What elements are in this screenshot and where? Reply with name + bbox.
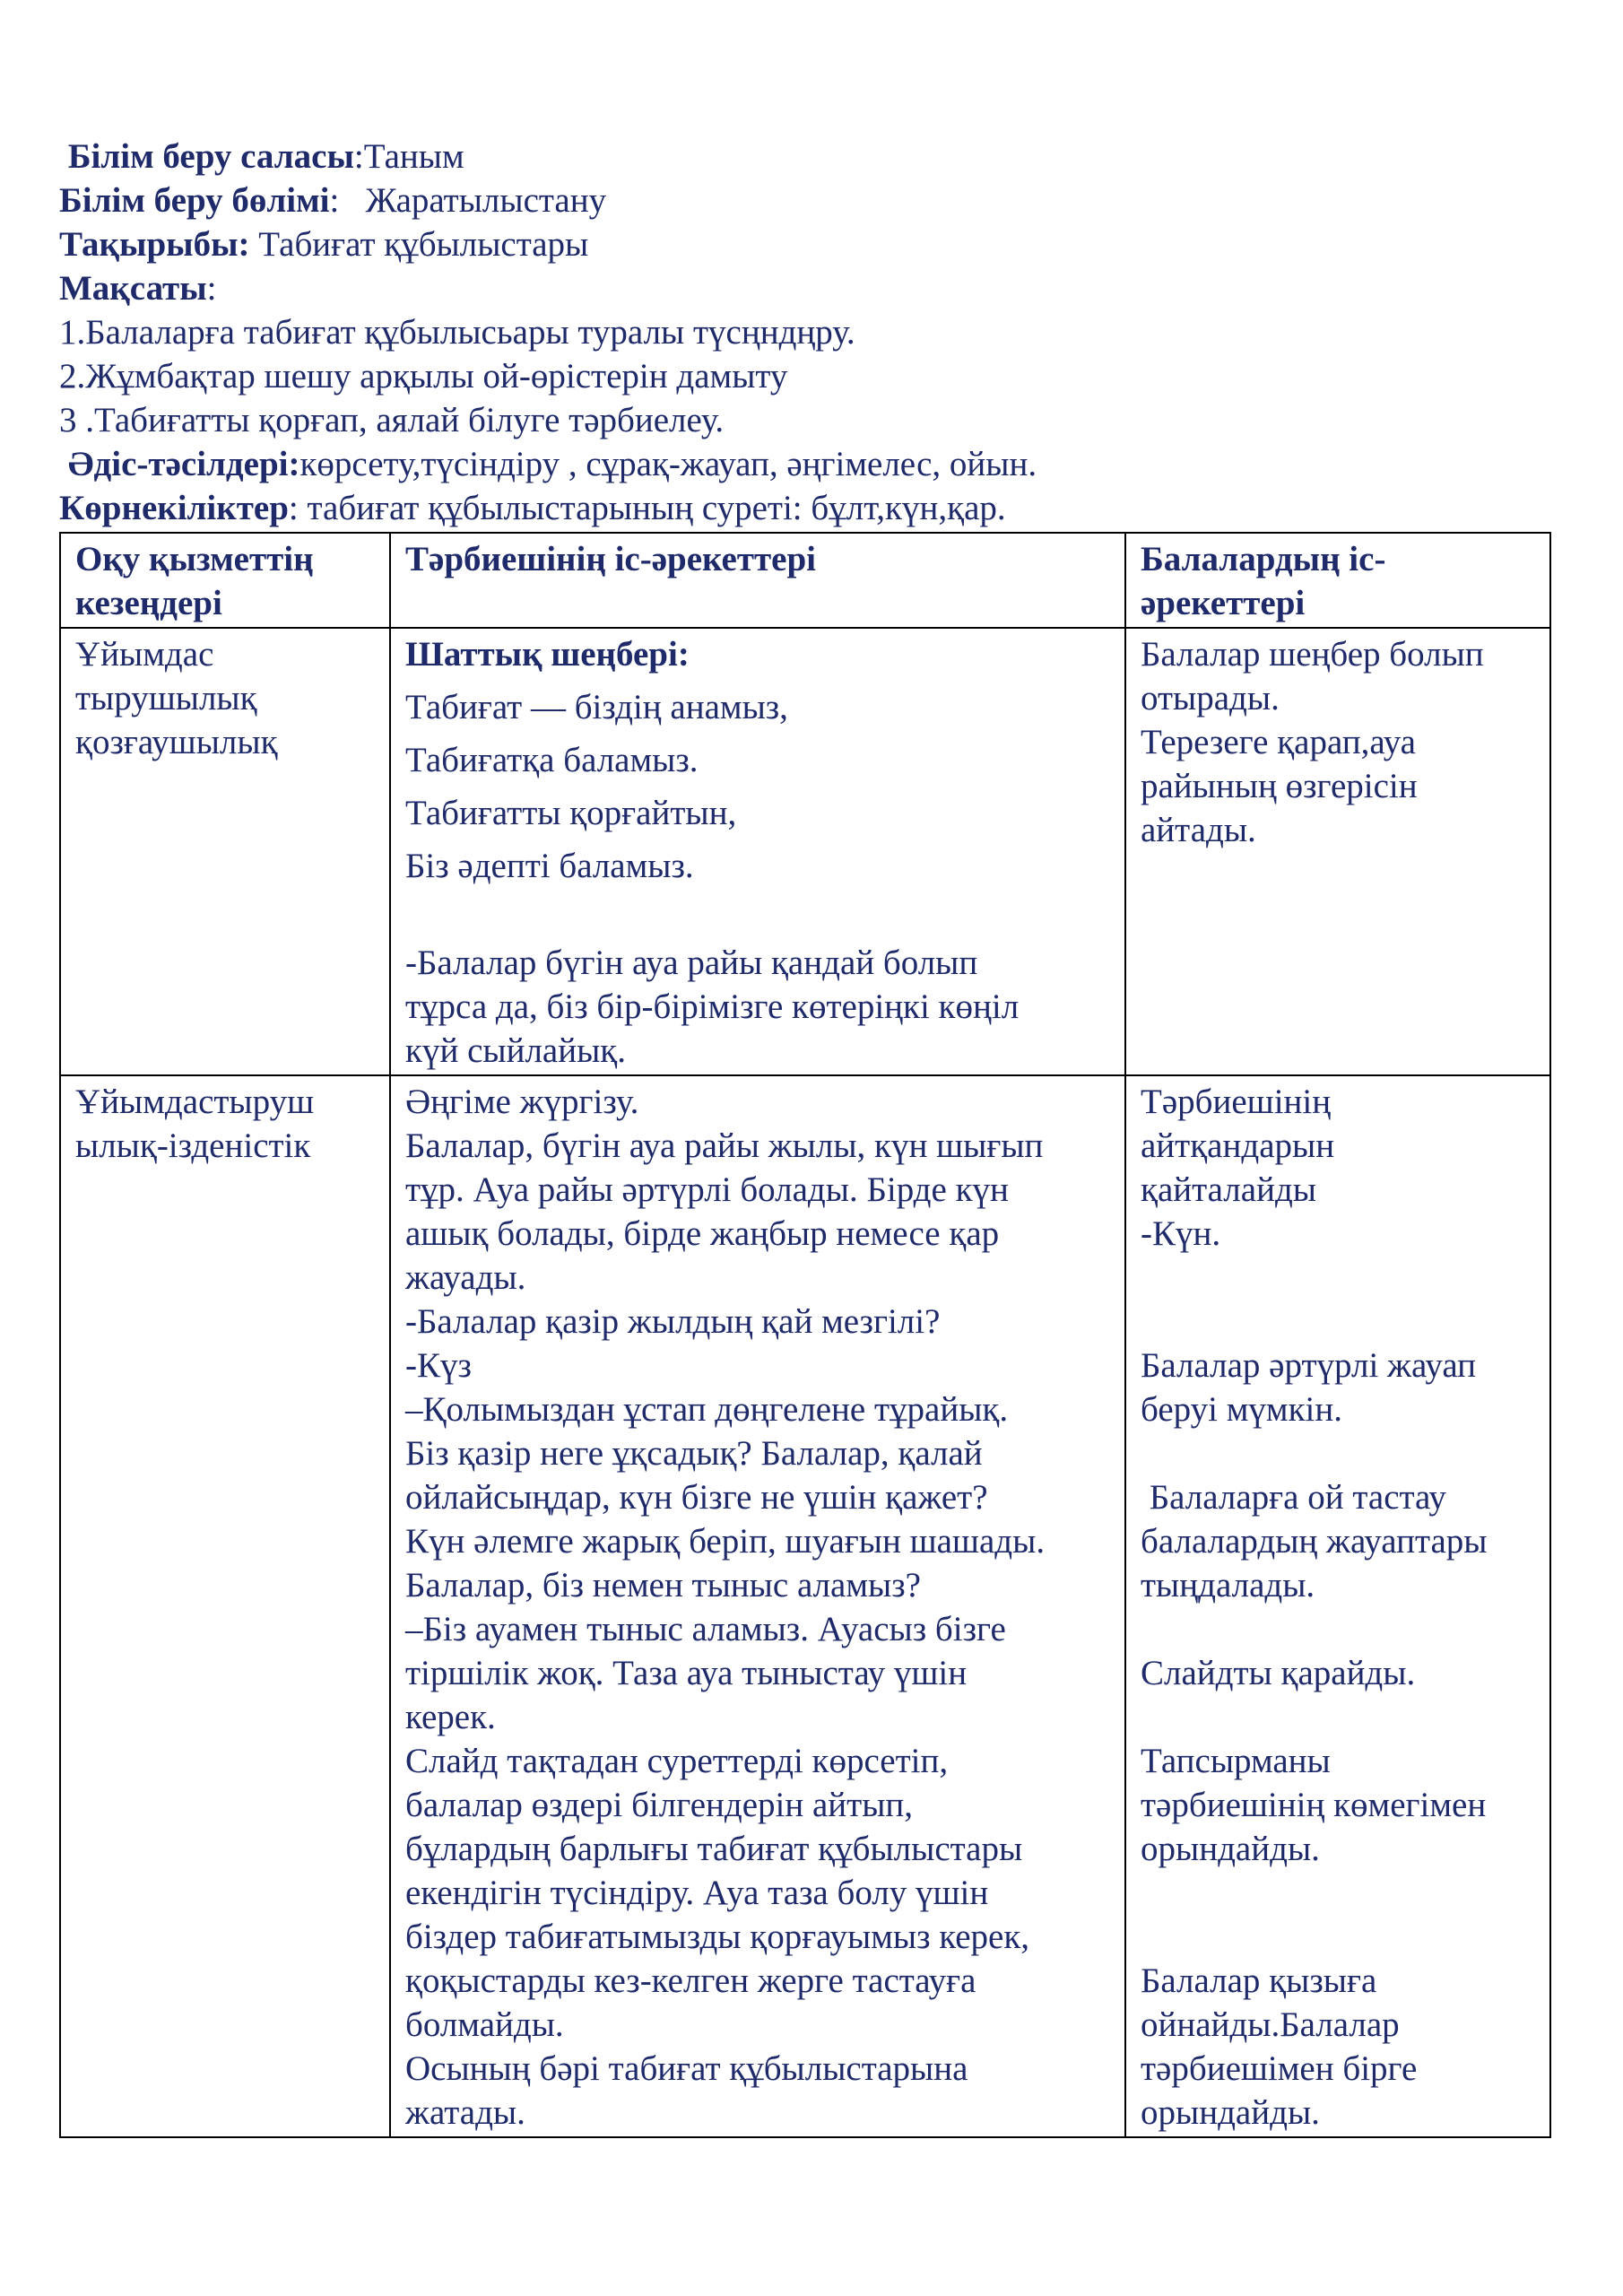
table-header-row: [60, 533, 1550, 628]
children-actions-cell: Тәрбиешінің айтқандарын қайталайды -Күн. Балалар әртүрлі жауап беруі мүмкін. Балаларға ой тастау балалардың жауаптары тыңдалады. Слайдты қарайды. Тапсырманы тәрбиешінің көмегімен орындайды. Балалар қызыға ойнайды.Балалар тәрбиешімен бірге орындайды.: [1125, 1075, 1550, 2137]
education-area-label: Білім беру саласы: [67, 137, 354, 176]
goal-item: 3 .Табиғатты қорғап, аялай білуге тәрбиелеу.: [59, 401, 725, 439]
education-area-value: Таным: [363, 137, 464, 176]
visuals-line: [59, 486, 1549, 530]
topic-label: Тақырыбы:: [59, 225, 250, 264]
visuals-value: : табиғат құбылыстарының суреті: бұлт,күн,қар.: [288, 489, 1006, 527]
document-page: [59, 135, 1549, 2138]
education-section-label: Білім беру бөлімі: [59, 181, 330, 220]
education-area-line: Білім беру саласы:Таным: [67, 137, 464, 176]
teacher-actions-cell: Шаттық шеңбері: Табиғат — біздің анамыз, Табиғатқа баламыз. Табиғатты қорғайтын, Біз әдепті баламыз. -Балалар бүгін ауа райы қандай болып тұрса да, біз бір-бірімізге көтеріңкі көңіл күй сыйлайық.: [390, 628, 1125, 1075]
stage-cell: Ұйымдастыруш ылық-ізденістік: [60, 1075, 390, 2137]
goal-item: 1.Балаларға табиғат құбылысьары туралы түсңндңру.: [59, 313, 855, 352]
topic-line: [59, 222, 1549, 266]
visuals-label: Көрнекіліктер: [59, 489, 289, 527]
poem: Табиғат — біздің анамыз, Табиғатқа баламыз. Табиғатты қорғайтын, Біз әдепті баламыз.: [405, 688, 788, 885]
teacher-actions-cell: Әңгіме жүргізу. Балалар, бүгін ауа райы жылы, күн шығып тұр. Ауа райы әртүрлі болады. Бірде күн ашық болады, бірде жаңбыр немесе қар жауады. -Балалар қазір жылдың қай мезгілі? -Күз –Қолымыздан ұстап дөңгелене тұрайық. Біз қазір неге ұқсадық? Балалар, қалай ойлайсыңдар, күн бізге не үшін қажет? Күн әлемге жарық беріп, шуағын шашады. Балалар, біз немен тыныс аламыз? –Біз ауамен тыныс аламыз. Ауасыз бізге тіршілік жоқ. Таза ауа тыныстау үшін керек. Слайд тақтадан суреттерді көрсетіп, балалар өздері білгендерін айтып, бұлардың барлығы табиғат құбылыстары екендігін түсіндіру. Ауа таза болу үшін біздер табиғатымызды қорғауымыз керек, қоқыстарды кез-келген жерге тастауға болмайды. Осының бәрі табиғат құбылыстарына жатады.: [390, 1075, 1125, 2137]
goals-label: Мақсаты: [59, 269, 207, 308]
header-children: Балалардың іс- әрекеттері: [1125, 533, 1550, 628]
header-teacher: Тәрбиешінің іс-әрекеттері: [390, 533, 1125, 628]
table-row: [60, 628, 1550, 1075]
methods-value: көрсету,түсіндіру , сұрақ-жауап, әңгімелес, ойын.: [299, 445, 1037, 483]
lesson-plan-table: [59, 532, 1551, 2138]
stage-cell: Ұйымдас тырушылық қозғаушылық: [60, 628, 390, 1075]
circle-title: Шаттық шеңбері:: [405, 635, 690, 674]
header-stage: Оқу қызметтің кезеңдері: [60, 533, 390, 628]
education-section-value: Жаратылыстану: [365, 181, 607, 220]
goal-item: 2.Жұмбақтар шешу арқылы ой-өрістерін дамыту: [59, 357, 788, 396]
topic-value: Табиғат құбылыстары: [258, 225, 589, 264]
education-section-line: Білім беру бөлімі: Жаратылыстану: [59, 181, 607, 220]
goals-heading: Мақсаты:: [59, 269, 217, 308]
methods-line: [59, 442, 1549, 486]
children-actions-cell: Балалар шеңбер болып отырады. Терезеге қарап,ауа райының өзгерісін айтады.: [1125, 628, 1550, 1075]
table-row: [60, 1075, 1550, 2137]
methods-label: Әдіс-тәсілдері:: [67, 445, 300, 483]
